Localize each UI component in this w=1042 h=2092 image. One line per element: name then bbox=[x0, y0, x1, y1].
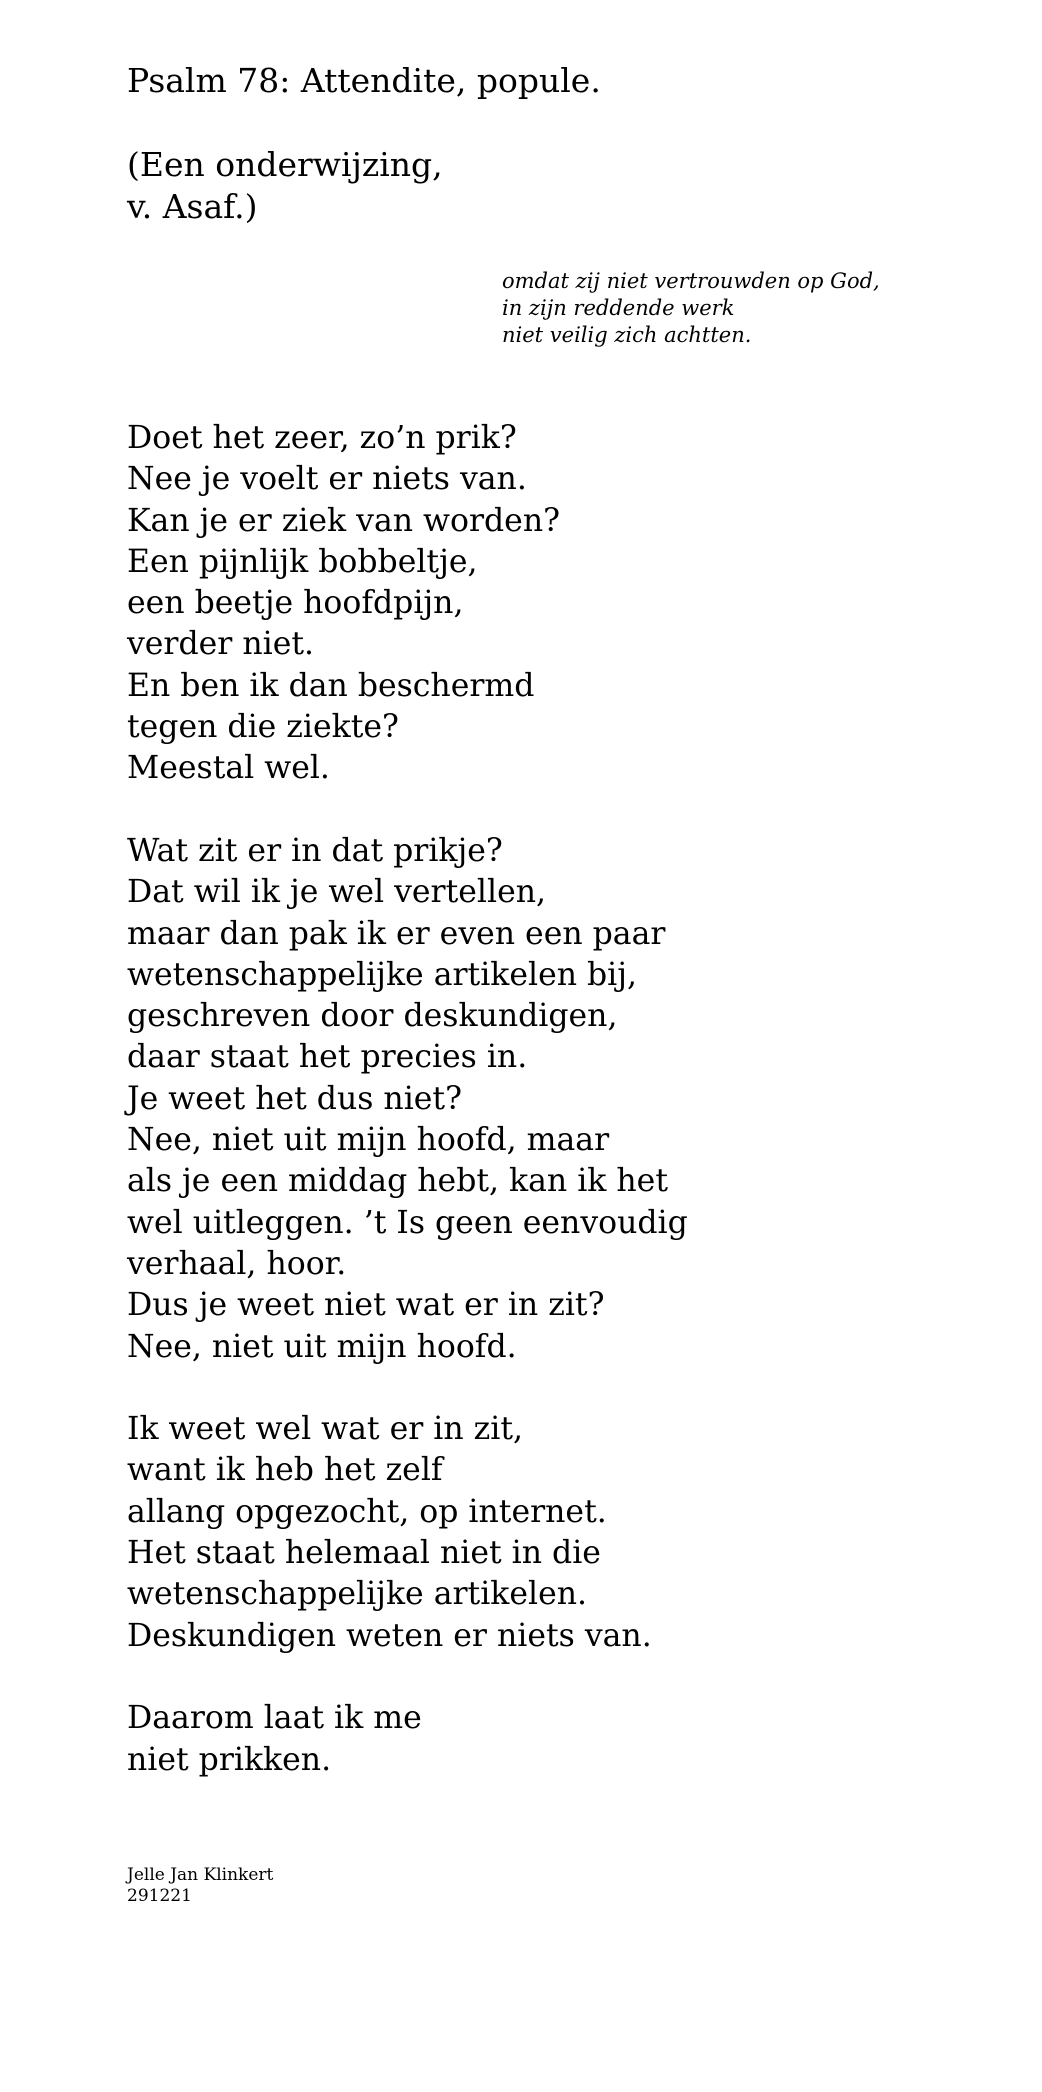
epigraph-line: niet veilig zich achtten. bbox=[502, 323, 752, 347]
poem-line: Wat zit er in dat prikje? bbox=[127, 832, 503, 869]
poem-line: Het staat helemaal niet in die bbox=[127, 1535, 601, 1572]
poem-line: Nee, niet uit mijn hoofd, maar bbox=[127, 1122, 610, 1159]
poem-line: wel uitleggen. ’t Is geen eenvoudig bbox=[127, 1204, 688, 1241]
poem-line: Meestal wel. bbox=[127, 750, 330, 787]
poem-date: 291221 bbox=[127, 1886, 192, 1906]
poem-line: Kan je er ziek van worden? bbox=[127, 502, 561, 539]
poem-line: want ik heb het zelf bbox=[127, 1452, 443, 1489]
poem-line: een beetje hoofdpijn, bbox=[127, 585, 464, 622]
stanza-2 bbox=[127, 831, 688, 1368]
poem-line: Doet het zeer, zo’n prik? bbox=[127, 420, 517, 456]
poem-line: Dat wil ik je wel vertellen, bbox=[127, 874, 547, 911]
poem-line: Nee je voelt er niets van. bbox=[127, 461, 527, 498]
poem-line: niet prikken. bbox=[127, 1741, 332, 1778]
poem-line: Dus je weet niet wat er in zit? bbox=[127, 1287, 605, 1324]
poem-line: tegen die ziekte? bbox=[127, 709, 399, 746]
poem-line: allang opgezocht, op internet. bbox=[127, 1493, 607, 1530]
epigraph-line: omdat zij niet vertrouwden op God, bbox=[502, 269, 880, 293]
poem-line: als je een middag hebt, kan ik het bbox=[127, 1163, 668, 1200]
poem-line: verder niet. bbox=[127, 626, 315, 663]
poem-line: Nee, niet uit mijn hoofd. bbox=[127, 1328, 517, 1365]
stanza-3 bbox=[127, 1409, 688, 1657]
poem-line: maar dan pak ik er even een paar bbox=[127, 915, 666, 952]
subtitle-line: v. Asaf.) bbox=[127, 187, 258, 226]
poem-line: daar staat het precies in. bbox=[127, 1039, 528, 1076]
stanza-1 bbox=[127, 418, 688, 790]
poem-line: geschreven door deskundigen, bbox=[127, 998, 618, 1035]
poem-line: verhaal, hoor. bbox=[127, 1245, 347, 1282]
poem-subtitle bbox=[127, 144, 443, 228]
poem-line: wetenschappelijke artikelen bij, bbox=[127, 956, 638, 993]
stanza-4 bbox=[127, 1698, 688, 1781]
epigraph-line: in zijn reddende werk bbox=[502, 296, 735, 320]
poem-line: Deskundigen weten er niets van. bbox=[127, 1617, 652, 1654]
epigraph bbox=[502, 268, 880, 349]
poem-line: En ben ik dan beschermd bbox=[127, 667, 535, 704]
subtitle-line: (Een onderwijzing, bbox=[127, 145, 443, 184]
author-signature bbox=[127, 1865, 273, 1907]
poem-line: Daarom laat ik me bbox=[127, 1700, 422, 1737]
poem-title: Psalm 78: Attendite, popule. bbox=[127, 61, 601, 100]
poem-line: Ik weet wel wat er in zit, bbox=[127, 1411, 523, 1448]
poem-line: wetenschappelijke artikelen. bbox=[127, 1576, 588, 1613]
author-name: Jelle Jan Klinkert bbox=[127, 1865, 274, 1885]
poem-line: Een pijnlijk bobbeltje, bbox=[127, 543, 478, 580]
poem-body bbox=[127, 418, 688, 1781]
poem-line: Je weet het dus niet? bbox=[127, 1080, 462, 1117]
